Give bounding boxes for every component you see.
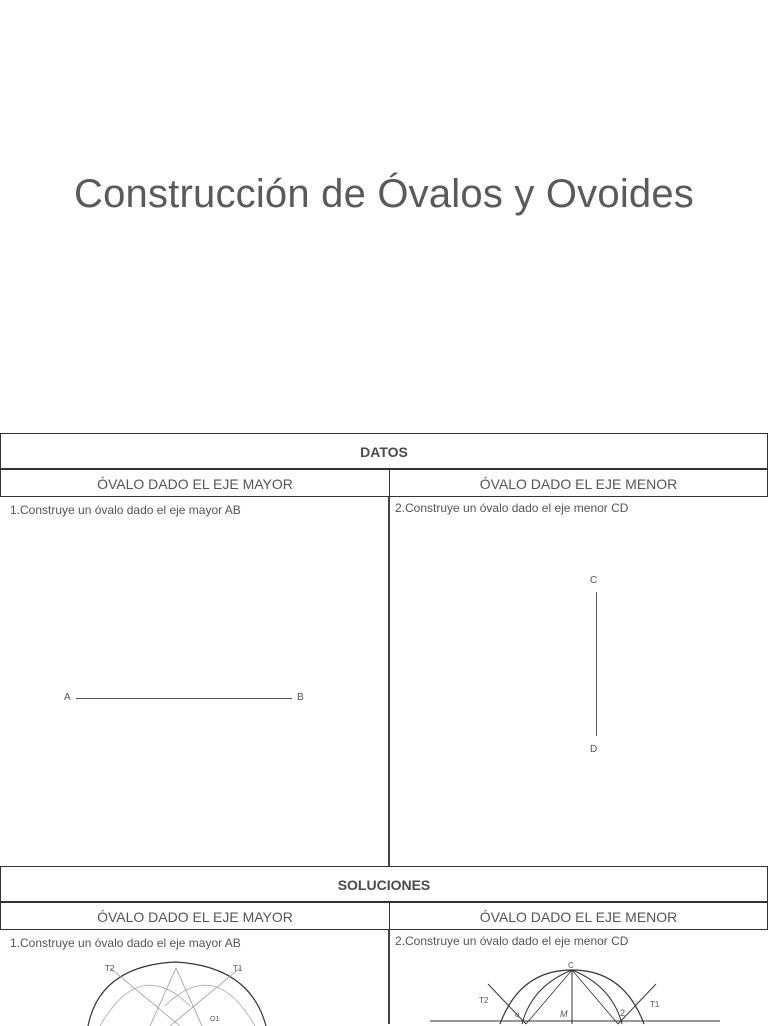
datos-column-divider <box>388 497 390 867</box>
construction-arc-left <box>100 985 190 1026</box>
datos-col-left-header <box>0 469 390 497</box>
segment-ab <box>76 698 292 699</box>
datos-col-left-label: ÓVALO DADO EL EJE MAYOR <box>97 476 293 492</box>
fig2-label-t2: T2 <box>479 996 489 1005</box>
soluciones-header-label: SOLUCIONES <box>337 877 431 893</box>
point-a-label: A <box>64 692 71 703</box>
soluciones-col-left-header <box>0 902 390 930</box>
datos-header-label: DATOS <box>360 444 408 460</box>
construction-arc-right <box>572 970 622 1024</box>
fig2-label-o: o <box>515 1010 520 1019</box>
construction-line-2 <box>170 968 240 1026</box>
soluciones-task-right: 2.Construye un óvalo dado el eje menor CD <box>395 934 629 948</box>
datos-col-right-header <box>389 469 768 497</box>
fig1-label-t1: T1 <box>233 964 243 973</box>
soluciones-col-right-header <box>389 902 768 930</box>
fig2-label-o2: 2 <box>620 1008 626 1018</box>
datos-header <box>0 433 768 469</box>
soluciones-col-left-label: ÓVALO DADO EL EJE MAYOR <box>97 909 293 925</box>
segment-cd <box>596 592 597 736</box>
fig2-label-m: M <box>560 1009 568 1019</box>
radius-line-right <box>572 970 618 1024</box>
construction-line-1 <box>110 968 180 1026</box>
page-title: Construcción de Óvalos y Ovoides <box>73 172 694 216</box>
soluciones-column-divider <box>388 930 390 1024</box>
fig1-label-t2: T2 <box>105 964 115 973</box>
point-c-label: C <box>590 575 598 586</box>
fig2-label-c: C <box>568 961 574 970</box>
soluciones-task-left: 1.Construye un óvalo dado el eje mayor AB <box>10 936 241 950</box>
point-d-label: D <box>590 744 598 755</box>
soluciones-header <box>0 866 768 902</box>
datos-task-left: 1.Construye un óvalo dado el eje mayor AB <box>10 503 241 517</box>
soluciones-col-right-label: ÓVALO DADO EL EJE MENOR <box>479 909 678 925</box>
solution-figure-minor-axis <box>430 966 720 1026</box>
datos-col-right-label: ÓVALO DADO EL EJE MENOR <box>479 476 678 492</box>
datos-task-right: 2.Construye un óvalo dado el eje menor CD <box>395 501 629 515</box>
fig2-label-t1: T1 <box>650 1000 660 1009</box>
fig1-label-o1: O1 <box>210 1016 220 1023</box>
construction-line-3 <box>150 968 176 1026</box>
point-b-label: B <box>297 692 304 703</box>
